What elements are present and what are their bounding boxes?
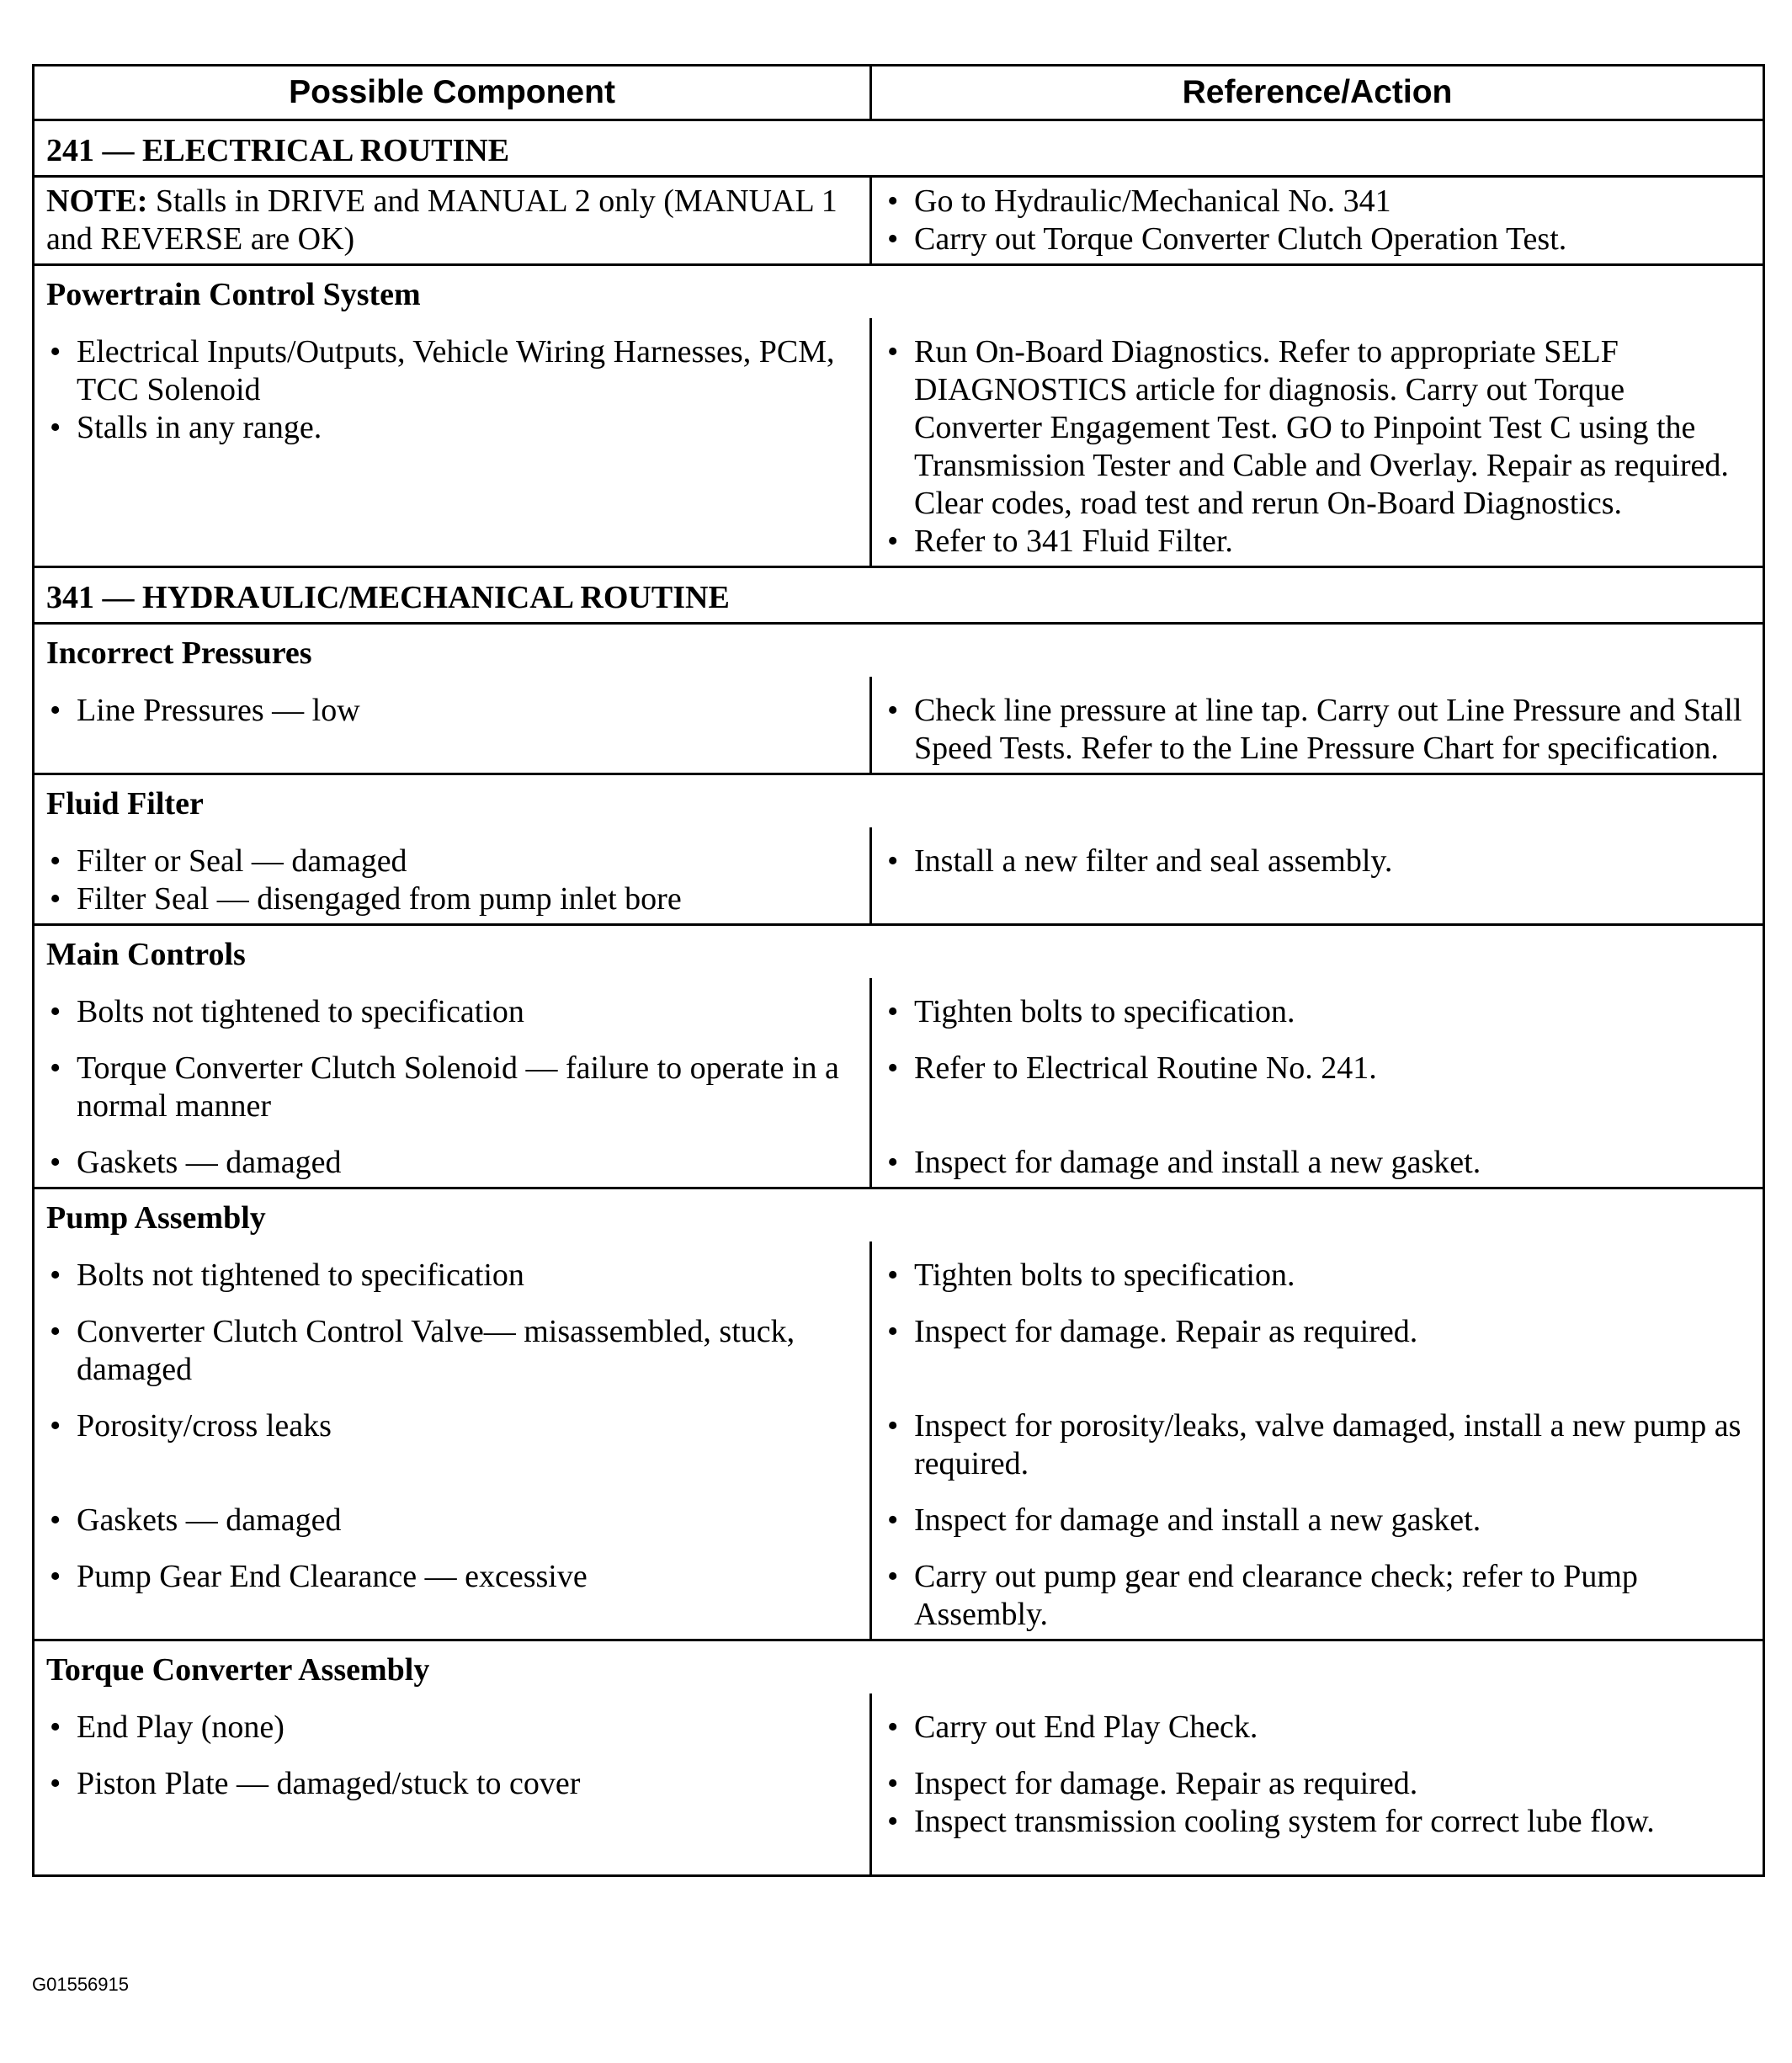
section-title: 341 — HYDRAULIC/MECHANICAL ROUTINE (34, 567, 1764, 624)
list-item: • Piston Plate — damaged/stuck to cover (46, 1765, 858, 1803)
list-item: • Inspect for damage. Repair as required. (884, 1765, 1751, 1803)
component-list (46, 1765, 858, 1803)
list-item: • Run On-Board Diagnostics. Refer to appropriate SELF DIAGNOSTICS article for diagnosis. Carry out Torque Converter Engagement Test. GO to Pinpoint Test C using the Transmission Tester and Cable and Overlay. Repair as required. Clear codes, road test and rerun On-Board Diagnostics. (884, 333, 1751, 523)
table-row (34, 318, 1764, 567)
table-row (34, 177, 1764, 265)
list-item: • Tighten bolts to specification. (884, 1257, 1751, 1295)
component-list (46, 692, 858, 730)
component-list (46, 843, 858, 918)
action-cell (871, 1310, 1764, 1404)
component-list (46, 1407, 858, 1445)
list-item: • Check line pressure at line tap. Carry out Line Pressure and Stall Speed Tests. Refer to the Line Pressure Chart for specification. (884, 692, 1751, 768)
component-cell (34, 1310, 871, 1404)
group-title: Powertrain Control System (34, 265, 1764, 319)
list-item: • Bolts not tightened to specification (46, 1257, 858, 1295)
component-cell (34, 1693, 871, 1762)
table-row (34, 677, 1764, 774)
list-item: • Converter Clutch Control Valve— misassembled, stuck, damaged (46, 1313, 858, 1389)
component-cell (34, 318, 871, 567)
component-cell (34, 1762, 871, 1876)
list-item: • Torque Converter Clutch Solenoid — failure to operate in a normal manner (46, 1050, 858, 1125)
action-list (884, 1257, 1751, 1295)
list-item: • Gaskets — damaged (46, 1502, 858, 1539)
action-list (884, 843, 1751, 880)
header-reference-action: Reference/Action (871, 66, 1764, 120)
component-cell (34, 1555, 871, 1640)
group-title: Pump Assembly (34, 1188, 1764, 1242)
action-list (884, 1709, 1751, 1747)
note-cell (34, 177, 871, 265)
group-heading (34, 925, 1764, 979)
table-body (34, 120, 1764, 1876)
component-cell (34, 1242, 871, 1310)
list-item: • Bolts not tightened to specification (46, 993, 858, 1031)
table-row (34, 1555, 1764, 1640)
group-title: Incorrect Pressures (34, 624, 1764, 678)
list-item: • Inspect for damage and install a new gasket. (884, 1144, 1751, 1182)
list-item: • Refer to Electrical Routine No. 241. (884, 1050, 1751, 1087)
list-item: • Install a new filter and seal assembly. (884, 843, 1751, 880)
list-item: • Porosity/cross leaks (46, 1407, 858, 1445)
list-item: • Carry out Torque Converter Clutch Operation Test. (884, 221, 1751, 258)
action-list (884, 1407, 1751, 1483)
table-row (34, 1762, 1764, 1876)
note-text: Stalls in DRIVE and MANUAL 2 only (MANUAL 1 and REVERSE are OK) (46, 183, 838, 257)
action-cell (871, 318, 1764, 567)
table-row (34, 978, 1764, 1046)
list-item: • Stalls in any range. (46, 409, 858, 447)
figure-id: G01556915 (32, 1974, 129, 1995)
action-list (884, 1558, 1751, 1634)
group-title: Main Controls (34, 925, 1764, 979)
group-title: Fluid Filter (34, 774, 1764, 828)
component-list (46, 1502, 858, 1539)
action-list (884, 1502, 1751, 1539)
list-item: • Inspect for damage. Repair as required. (884, 1313, 1751, 1351)
action-cell (871, 1242, 1764, 1310)
section-heading (34, 120, 1764, 177)
component-list (46, 1050, 858, 1125)
list-item: • Line Pressures — low (46, 692, 858, 730)
table-row (34, 1310, 1764, 1404)
table-row (34, 1242, 1764, 1310)
section-title: 241 — ELECTRICAL ROUTINE (34, 120, 1764, 177)
diagnosis-table (32, 64, 1765, 1877)
action-list (884, 1144, 1751, 1182)
component-list (46, 1313, 858, 1389)
component-cell (34, 1046, 871, 1140)
group-heading (34, 265, 1764, 319)
group-heading (34, 1640, 1764, 1694)
action-cell (871, 1498, 1764, 1555)
list-item: • Pump Gear End Clearance — excessive (46, 1558, 858, 1596)
component-cell (34, 677, 871, 774)
list-item: • Refer to 341 Fluid Filter. (884, 523, 1751, 561)
component-cell (34, 1498, 871, 1555)
action-cell (871, 827, 1764, 925)
header-possible-component: Possible Component (34, 66, 871, 120)
table-row (34, 1046, 1764, 1140)
list-item: • Tighten bolts to specification. (884, 993, 1751, 1031)
list-item: • Filter or Seal — damaged (46, 843, 858, 880)
list-item: • Inspect for damage and install a new gasket. (884, 1502, 1751, 1539)
table-row (34, 827, 1764, 925)
list-item: • End Play (none) (46, 1709, 858, 1747)
list-item: • Gaskets — damaged (46, 1144, 858, 1182)
note-actions-cell (871, 177, 1764, 265)
group-heading (34, 624, 1764, 678)
group-heading (34, 774, 1764, 828)
component-cell (34, 1404, 871, 1498)
component-cell (34, 827, 871, 925)
component-cell (34, 978, 871, 1046)
action-list (884, 993, 1751, 1031)
group-title: Torque Converter Assembly (34, 1640, 1764, 1694)
action-cell (871, 1693, 1764, 1762)
action-list (884, 692, 1751, 768)
list-item: • Inspect transmission cooling system for correct lube flow. (884, 1803, 1751, 1841)
table-row (34, 1498, 1764, 1555)
list-item: • Go to Hydraulic/Mechanical No. 341 (884, 183, 1751, 221)
action-list (884, 1313, 1751, 1351)
list-item: • Filter Seal — disengaged from pump inlet bore (46, 880, 858, 918)
list-item: • Carry out pump gear end clearance check; refer to Pump Assembly. (884, 1558, 1751, 1634)
action-cell (871, 978, 1764, 1046)
component-list (46, 1558, 858, 1596)
component-list (46, 1257, 858, 1295)
action-cell (871, 1404, 1764, 1498)
action-cell (871, 1555, 1764, 1640)
table-row (34, 1693, 1764, 1762)
component-cell (34, 1140, 871, 1188)
table-row (34, 1140, 1764, 1188)
component-list (46, 1144, 858, 1182)
group-heading (34, 1188, 1764, 1242)
list-item: • Inspect for porosity/leaks, valve damaged, install a new pump as required. (884, 1407, 1751, 1483)
action-cell (871, 1140, 1764, 1188)
action-cell (871, 1046, 1764, 1140)
table-row (34, 1404, 1764, 1498)
action-cell (871, 1762, 1764, 1876)
list-item: • Electrical Inputs/Outputs, Vehicle Wiring Harnesses, PCM, TCC Solenoid (46, 333, 858, 409)
action-list (884, 1765, 1751, 1841)
component-list (46, 333, 858, 447)
section-heading (34, 567, 1764, 624)
component-list (46, 993, 858, 1031)
action-cell (871, 677, 1764, 774)
action-list (884, 333, 1751, 561)
list-item: • Carry out End Play Check. (884, 1709, 1751, 1747)
component-list (46, 1709, 858, 1747)
action-list (884, 183, 1751, 258)
note-label: NOTE: (46, 183, 148, 219)
table-header-row (34, 66, 1764, 120)
action-list (884, 1050, 1751, 1087)
